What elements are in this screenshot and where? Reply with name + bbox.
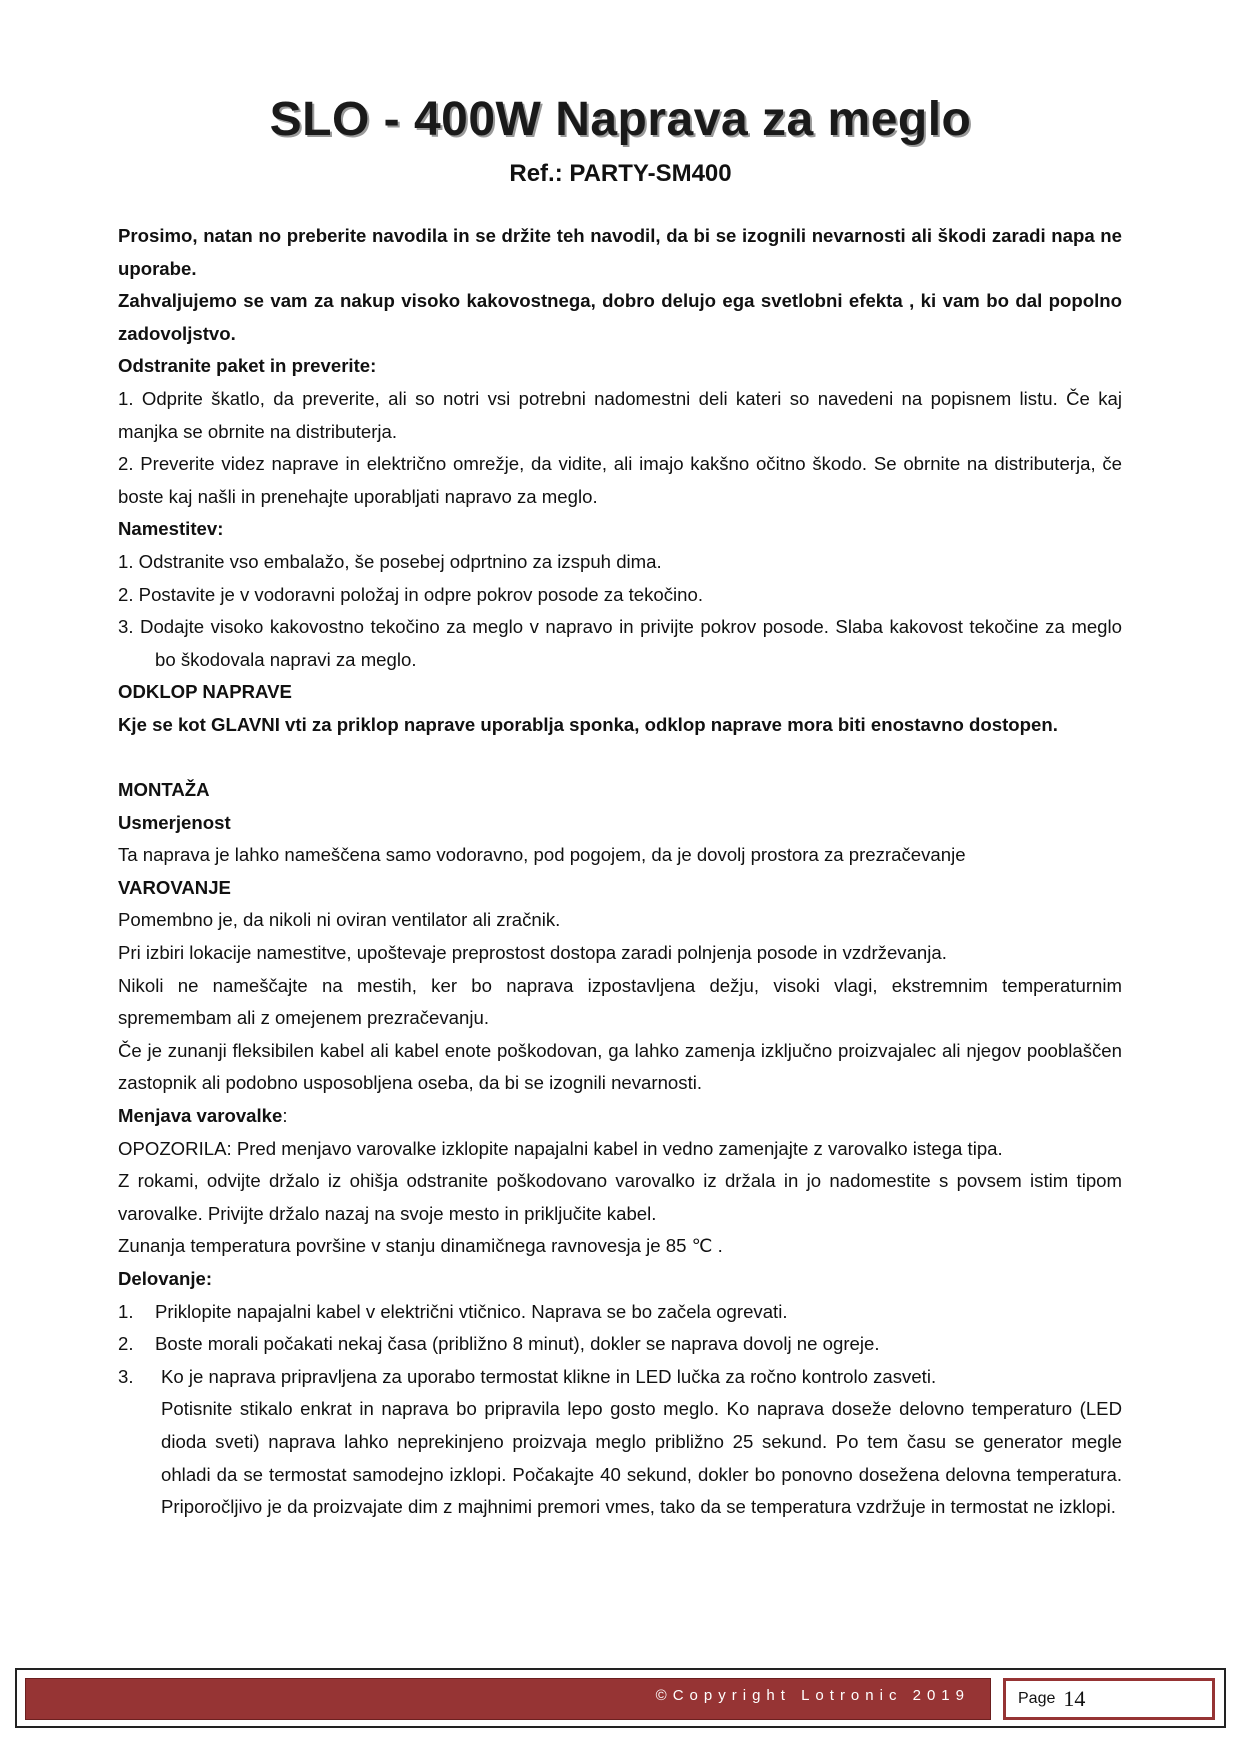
- orientation-heading: Usmerjenost: [118, 811, 231, 833]
- reference-number: Ref.: PARTY-SM400: [509, 160, 732, 187]
- safety-line-4: Če je zunanji fleksibilen kabel ali kabel enote poškodovan, ga lahko zamenja izključno proizvajalec ali njegov pooblaščen zastopnik ali podobno usposobljena oseba, da bi se izognili nevarnosti.: [118, 1039, 1122, 1094]
- safety-line-3: Nikoli ne nameščajte na mestih, ker bo naprava izpostavljena dežju, visoki vlagi, ekstremnim temperaturnim spremembam ali z omejenem prezračevanju.: [118, 974, 1122, 1029]
- copyright-text: ©Copyright Lotronic 2019: [655, 1687, 970, 1704]
- fuse-heading: Menjava varovalke: [118, 1105, 283, 1127]
- safety-heading: VAROVANJE: [118, 876, 231, 898]
- page-number: 14: [1063, 1686, 1086, 1711]
- intro-paragraph: Prosimo, natan no preberite navodila in se držite teh navodil, da bi se izognili nevarnosti ali škodi zaradi napa ne uporabe.: [118, 225, 1122, 279]
- fuse-heading-colon: :: [282, 1105, 288, 1127]
- safety-line-2: Pri izbiri lokacije namestitve, upoštevaje preprostost dostopa zaradi polnjenja posode in vzdrževanja.: [118, 942, 947, 964]
- page-number-inner: [1006, 1681, 1212, 1717]
- operation-step-3-body: [155, 1361, 1122, 1524]
- operation-step-2: [118, 1328, 1122, 1361]
- operation-step-1: [118, 1296, 1122, 1329]
- safety-line-1: Pomembno je, da nikoli ni oviran ventilator ali zračnik.: [118, 909, 561, 931]
- installation-step-1: 1. Odstranite vso embalažo, še posebej odprtnino za izspuh dima.: [118, 550, 662, 572]
- document-title: SLO - 400W Naprava za meglo: [269, 93, 972, 146]
- spacer: [118, 742, 1122, 775]
- fuse-heading-line: [118, 1100, 1122, 1133]
- thanks-paragraph: Zahvaljujemo se vam za nakup visoko kakovostnega, dobro delujo ega svetlobni efekta , ki vam bo dal popolno zadovoljstvo.: [118, 290, 1122, 344]
- operation-step-1-text: Priklopite napajalni kabel v električni vtičnico. Naprava se bo začela ogrevati.: [155, 1300, 788, 1322]
- orientation-paragraph: Ta naprava je lahko nameščena samo vodoravno, pod pogojem, da je dovolj prostora za prezračevanje: [118, 844, 966, 866]
- operation-step-2-number: 2.: [118, 1333, 134, 1355]
- operation-step-1-number: 1.: [118, 1300, 134, 1322]
- unpack-step-2: 2. Preverite videz naprave in električno omrežje, da vidite, ali imajo kakšno očitno škodo. Se obrnite na distributerja, če boste kaj našli in prenehajte uporabljati napravo za meglo.: [118, 453, 1122, 507]
- operation-step-2-text: Boste morali počakati nekaj časa (približno 8 minut), dokler se naprava dovolj ne ogreje.: [155, 1333, 880, 1355]
- installation-heading: Namestitev:: [118, 518, 224, 540]
- page-footer: [15, 1668, 1226, 1728]
- footer-bar: [25, 1678, 991, 1720]
- operation-step-3-text-a: Ko je naprava pripravljena za uporabo termostat klikne in LED lučka za ročno kontrolo zasveti.: [161, 1365, 937, 1387]
- disconnect-paragraph: Kje se kot GLAVNI vti za priklop naprave uporablja sponka, odklop naprave mora biti enostavno dostopen.: [118, 713, 1058, 735]
- fuse-line-2: Z rokami, odvijte držalo iz ohišja odstranite poškodovano varovalko iz držala in jo nadomestite s povsem istim tipom varovalke. Privijte držalo nazaj na svoje mesto in priključite kabel.: [118, 1170, 1122, 1224]
- installation-step-3: 3. Dodajte visoko kakovostno tekočino za meglo v napravo in privijte pokrov posode. Slaba kakovost tekočine za meglo bo škodovala napravi za meglo.: [118, 616, 1122, 670]
- unpack-heading: Odstranite paket in preverite:: [118, 355, 377, 377]
- document-body: [118, 220, 1122, 1524]
- installation-step-2: 2. Postavite je v vodoravni položaj in odpre pokrov posode za tekočino.: [118, 583, 704, 605]
- operation-step-3-text-b: Potisnite stikalo enkrat in naprava bo pripravila lepo gosto meglo. Ko naprava doseže delovno temperaturo (LED dioda sveti) naprava lahko neprekinjeno proizvaja meglo približno 25 sekund. Po tem času se generator megle ohladi da se termostat samodejno izklopi. Počakajte 40 sekund, dokler bo ponovno dosežena delovna temperatura. Priporočljivo je da proizvajate dim z majhnimi premori vmes, tako da se temperatura vzdržuje in termostat ne izklopi.: [161, 1398, 1122, 1518]
- fuse-line-1: OPOZORILA: Pred menjavo varovalke izklopite napajalni kabel in vedno zamenjajte z varovalko istega tipa.: [118, 1137, 1003, 1159]
- fuse-line-3: Zunanja temperatura površine v stanju dinamičnega ravnovesja je 85 ℃ .: [118, 1235, 723, 1257]
- disconnect-heading: ODKLOP NAPRAVE: [118, 681, 292, 703]
- page-label: Page: [1018, 1690, 1056, 1707]
- operation-step-3: [118, 1361, 1122, 1524]
- page-number-box: [1003, 1678, 1215, 1720]
- operation-heading: Delovanje:: [118, 1268, 213, 1289]
- unpack-step-1: 1. Odprite škatlo, da preverite, ali so notri vsi potrebni nadomestni deli kateri so navedeni na popisnem listu. Če kaj manjka se obrnite na distributerja.: [118, 387, 1122, 442]
- mounting-heading: MONTAŽA: [118, 779, 210, 801]
- operation-step-3-number: 3.: [118, 1365, 134, 1387]
